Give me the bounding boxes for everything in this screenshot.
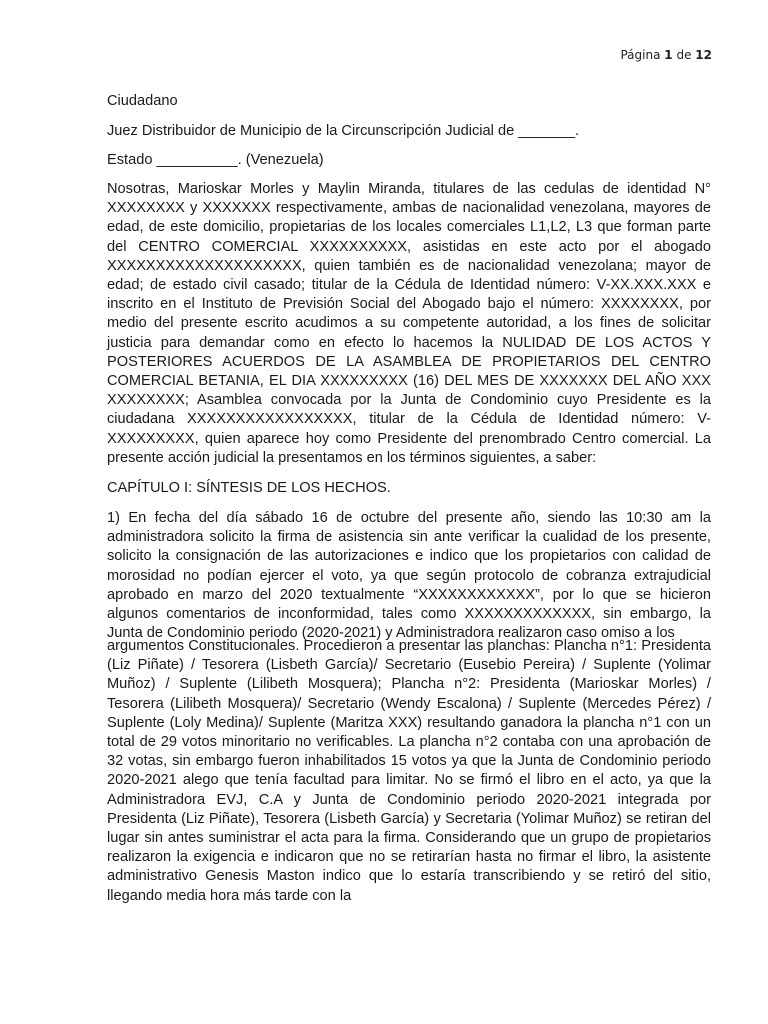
page-number-total: 12 [695,48,712,62]
state-line: Estado __________. (Venezuela) [107,152,324,168]
addressee-line: Juez Distribuidor de Municipio de la Circunscripción Judicial de _______. [107,123,580,139]
chapter-heading: CAPÍTULO I: SÍNTESIS DE LOS HECHOS. [107,480,391,496]
page-number-separator: de [676,48,692,62]
fact-1-paragraph: 1) En fecha del día sábado 16 de octubre del presente año, siendo las 10:30 am la administradora solicito la firma de asistencia sin ante verificar la cualidad de los presente, solicito la consignación de las autorizaciones e indico que los propietarios con calidad de morosidad no podían ejercer el voto, ya que según protocolo de cobranza extrajudicial aprobado en marzo del 2020 textualmente “XXXXXXXXXXXX”, por lo que se hicieron algunos comentarios de inconformidad, tales como XXXXXXXXXXXXX, sin embargo, la Junta de Condominio periodo (2020-2021) y Administradora realizaron caso omiso a los [107,510,711,642]
intro-paragraph: Nosotras, Marioskar Morles y Maylin Miranda, titulares de las cedulas de identidad N° XXXXXXXX y XXXXXXX respectivamente, ambas de nacionalidad venezolana, mayores de edad, de este domicilio, propietarias de los locales comerciales L1,L2, L3 que forman parte del CENTRO COMERCIAL XXXXXXXXXX, asistidas en este acto por el abogado XXXXXXXXXXXXXXXXXXXX, quien también es de nacionalidad venezolana; mayor de edad; de estado civil casado; titular de la Cédula de Identidad número: V-XX.XXX.XXX e inscrito en el Instituto de Previsión Social del Abogado bajo el número: XXXXXXXX, por medio del presente escrito acudimos a su competente autoridad, a los fines de solicitar justicia para demandar como en efecto lo hacemos la NULIDAD DE LOS ACTOS Y POSTERIORES ACUERDOS DE LA ASAMBLEA DE PROPIETARIOS DEL CENTRO COMERCIAL BETANIA, EL DIA XXXXXXXXX (16) DEL MES DE XXXXXXX DEL AÑO XXX XXXXXXXX; Asamblea convocada por la Junta de Condominio cuyo Presidente es la ciudadana XXXXXXXXXXXXXXXXX, titular de la Cédula de Identidad número: V-XXXXXXXXX, quien aparece hoy como Presidente del prenombrado Centro comercial. La presente acción judicial la presentamos en los términos siguientes, a saber: [107,181,711,466]
page-number [620,46,712,65]
page-number-prefix: Página [620,48,661,62]
salutation: Ciudadano [107,93,178,109]
continuation-paragraph: argumentos Constitucionales. Procedieron a presentar las planchas: Plancha n°1: Presidenta (Liz Piñate) / Tesorera (Lisbeth García)/ Secretario (Eusebio Pereira) / Suplente (Yolimar Muñoz) / Suplente (Lilibeth Mosquera); Plancha n°2: Presidenta (Marioskar Morles) / Tesorera (Lilibeth Mosquera)/ Secretario (Wendy Escalona) / Suplente (Mercedes Pérez) / Suplente (Loly Medina)/ Suplente (Maritza XXX) resultando ganadora la plancha n°1 con un total de 29 votos minoritario no verificables. La plancha n°2 contaba con una aprobación de 32 votas, sin embargo fueron inhabilitados 15 votos ya que la Junta de Condominio periodo 2020-2021 alego que tenía facultad para limitar. No se firmó el libro en el acto, ya que la Administradora EVJ, C.A y Junta de Condominio periodo 2020-2021 integrada por Presidenta (Liz Piñate), Tesorera (Lisbeth García) y Secretaria (Yolimar Muñoz) se retiran del lugar sin antes suministrar el acta para la firma. Considerando que un grupo de propietarios realizaron la exigencia e indicaron que no se retirarían hasta no firmar el libro, la asistente administrativo Genesis Maston indico que lo estaría transcribiendo y se retiró del sitio, llegando media hora más tarde con la [107,638,711,904]
page-number-current: 1 [664,48,673,62]
